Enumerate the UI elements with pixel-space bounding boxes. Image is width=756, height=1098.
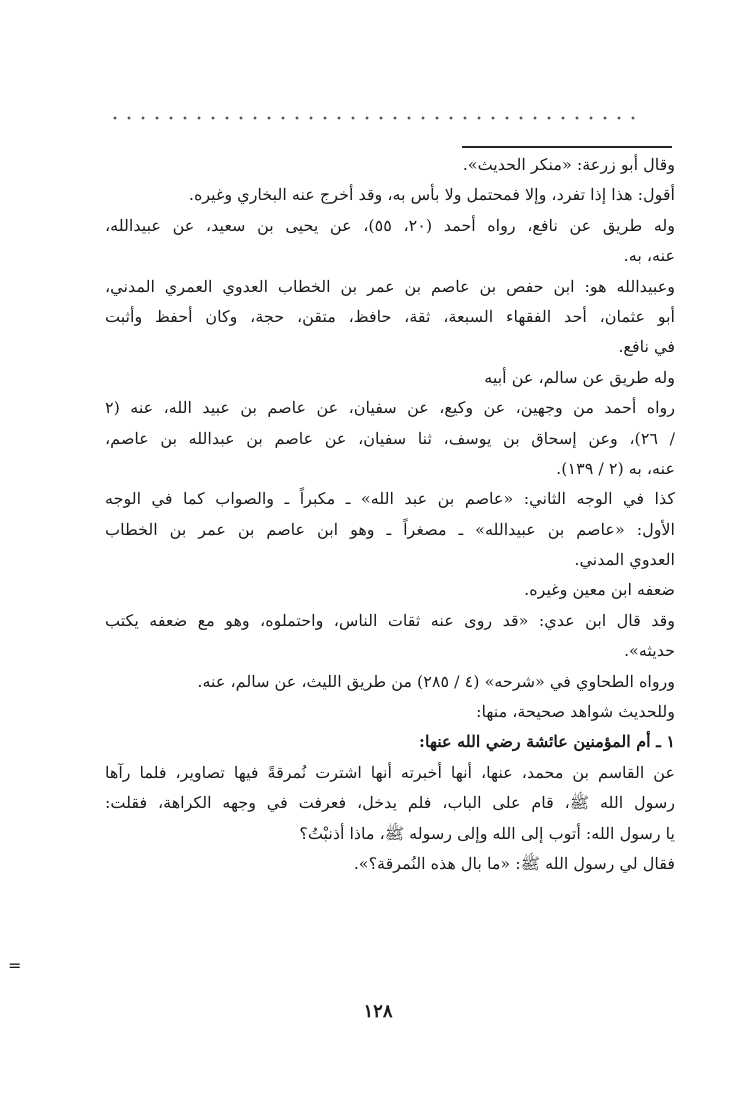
page-number: ١٢٨ bbox=[363, 1001, 393, 1022]
text-line: يا رسول الله: أتوب إلى الله وإلى رسوله ﷺ، ماذا أذنبْتُ؟ bbox=[299, 823, 675, 843]
text-line: وله طريق عن نافع، رواه أحمد (٢٠، ٥٥)، عن يحيى بن سعيد، عن عبيدالله، bbox=[105, 215, 675, 235]
top-dotted-border bbox=[108, 114, 638, 122]
text-line: رواه أحمد من وجهين، عن وكيع، عن سفيان، عن عاصم بن عبيد الله، عنه (٢ bbox=[105, 398, 675, 418]
text-line: عن القاسم بن محمد، عنها، أنها أخبرته أنها اشترت نُمرقةً فيها تصاوير، فلما رآها bbox=[105, 762, 675, 782]
text-line: ورواه الطحاوي في «شرحه» (٤ / ٢٨٥) من طريق الليث، عن سالم، عنه. bbox=[197, 671, 675, 691]
text-line: أقول: هذا إذا تفرد، وإلا فمحتمل ولا بأس به، وقد أخرج عنه البخاري وغيره. bbox=[188, 185, 675, 205]
text-line: الأول: «عاصم بن عبيدالله» ـ مصغراً ـ وهو ابن عاصم بن عمر بن الخطاب bbox=[105, 519, 676, 539]
text-line: وللحديث شواهد صحيحة، منها: bbox=[476, 702, 675, 722]
text-line: ضعفه ابن معين وغيره. bbox=[524, 580, 675, 600]
text-line: وعبيدالله هو: ابن حفص بن عاصم بن عمر بن الخطاب العدوي العمري المدني، bbox=[105, 276, 675, 296]
text-line: عنه، به. bbox=[623, 246, 675, 266]
margin-mark: = bbox=[8, 956, 22, 975]
text-line: وقال أبو زرعة: «منكر الحديث». bbox=[462, 155, 675, 174]
header-rule bbox=[462, 146, 672, 148]
text-line: / ٢٦)، وعن إسحاق بن يوسف، ثنا سفيان، عن عاصم بن عبدالله بن عاصم، bbox=[105, 428, 675, 448]
text-line: فقال لي رسول الله ﷺ: «ما بال هذه النُمرقة؟». bbox=[353, 853, 675, 873]
text-line: أبو عثمان، أحد الفقهاء السبعة، ثقة، حافظ، متقن، حجة، وكان أحفظ وأثبت bbox=[105, 306, 675, 326]
section-heading: ١ ـ أم المؤمنين عائشة رضي الله عنها: bbox=[419, 732, 675, 752]
text-line: وقد قال ابن عدي: «قد روى عنه ثقات الناس، واحتملوه، وهو مع ضعفه يكتب bbox=[105, 610, 675, 630]
text-line: عنه، به (٢ / ١٣٩). bbox=[556, 458, 675, 478]
page-body bbox=[105, 150, 675, 879]
text-line: كذا في الوجه الثاني: «عاصم بن عبد الله» ـ مكبراً ـ والصواب كما في الوجه bbox=[105, 489, 675, 509]
text-line: في نافع. bbox=[618, 337, 675, 357]
text-line: العدوي المدني. bbox=[574, 550, 675, 570]
text-line: رسول الله ﷺ، قام على الباب، فلم يدخل، فعرفت في وجهه الكراهة، فقلت: bbox=[105, 793, 675, 813]
text-line: حديثه». bbox=[623, 641, 675, 661]
text-line: وله طريق عن سالم، عن أبيه bbox=[484, 367, 675, 387]
